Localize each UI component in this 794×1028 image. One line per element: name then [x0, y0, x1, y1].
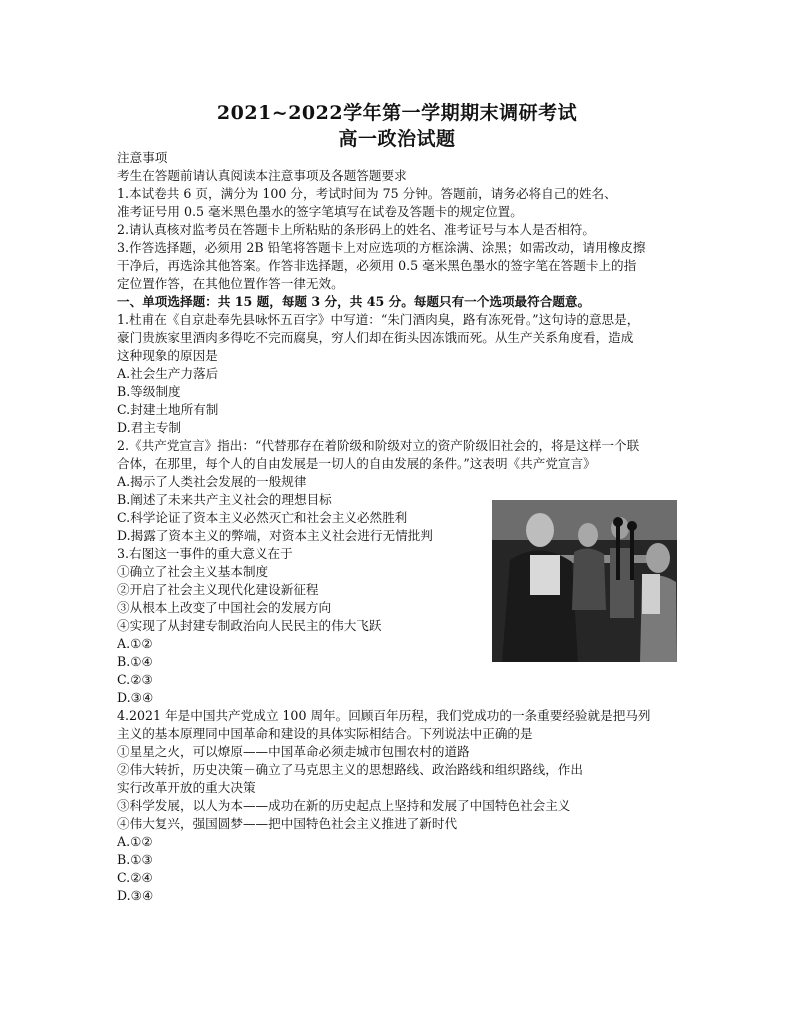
q2-option-d: D.揭露了资本主义的弊端，对资本主义社会进行无情批判: [117, 528, 433, 543]
q4-option-d: D.③④: [117, 888, 154, 903]
q4-item: ②伟大转折，历史决策－确立了马克思主义的思想路线、政治路线和组织路线，作出: [117, 762, 583, 777]
q1-option-b: B.等级制度: [117, 384, 181, 399]
q3-option-a: A.①②: [117, 636, 153, 651]
q4-option-b: B.①③: [117, 852, 153, 867]
q3-option-d: D.③④: [117, 690, 154, 705]
notice-line: 1.本试卷共 6 页，满分为 100 分，考试时间为 75 分钟。答题前，请务必将自己的姓名、: [117, 186, 617, 201]
q2-stem: 合体，在那里，每个人的自由发展是一切人的自由发展的条件。”这表明《共产党宣言》: [117, 456, 596, 471]
q1-option-c: C.封建土地所有制: [117, 402, 219, 417]
historical-photo: [492, 500, 677, 662]
q4-option-a: A.①②: [117, 834, 153, 849]
notice-heading: 注意事项: [117, 150, 168, 165]
q4-stem: 主义的基本原理同中国革命和建设的具体实际相结合。下列说法中正确的是: [117, 726, 533, 741]
q2-option-a: A.揭示了人类社会发展的一般规律: [117, 474, 307, 489]
q4-stem: 4.2021 年是中国共产党成立 100 周年。回顾百年历程，我们党成功的一条重要经验就是把马列: [117, 708, 651, 723]
q3-option-b: B.①④: [117, 654, 153, 669]
notice-line: 干净后，再选涂其他答案。作答非选择题，必须用 0.5 毫米黑色墨水的签字笔在答题卡上的指: [117, 258, 637, 273]
q3-item: ①确立了社会主义基本制度: [117, 564, 269, 579]
q1-stem: 豪门贵族家里酒肉多得吃不完而腐臭，穷人们却在街头因冻饿而死。从生产关系角度看，造成: [117, 330, 634, 345]
q3-item: ④实现了从封建专制政治向人民民主的伟大飞跃: [117, 618, 382, 633]
notice-line: 定位置作答，在其他位置作答一律无效。: [117, 276, 344, 291]
exam-subtitle: 高一政治试题: [338, 128, 456, 150]
notice-line: 考生在答题前请认真阅读本注意事项及各题答题要求: [117, 168, 407, 183]
q1-stem: 这种现象的原因是: [117, 348, 218, 363]
historical-photo-image: [492, 500, 677, 662]
q1-option-a: A.社会生产力落后: [117, 366, 219, 381]
q3-stem: 3.右图这一事件的重大意义在于: [117, 546, 293, 561]
q4-option-c: C.②④: [117, 870, 153, 885]
q1-option-d: D.君主专制: [117, 420, 182, 435]
notice-line: 3.作答选择题，必须用 2B 铅笔将答题卡上对应选项的方框涂满、涂黑；如需改动，请用橡皮擦: [117, 240, 646, 255]
q4-item: ①星星之火，可以燎原——中国革命必须走城市包围农村的道路: [117, 744, 470, 759]
notice-line: 2.请认真核对监考员在答题卡上所粘贴的条形码上的姓名、准考证号与本人是否相符。: [117, 222, 595, 237]
exam-title: 2021~2022学年第一学期期末调研考试: [216, 102, 578, 124]
q2-option-c: C.科学论证了资本主义必然灭亡和社会主义必然胜利: [117, 510, 408, 525]
q4-item: ④伟大复兴，强国圆梦——把中国特色社会主义推进了新时代: [117, 816, 458, 831]
q1-stem: 1.杜甫在《自京赴奉先县咏怀五百字》中写道：“朱门酒肉臭，路有冻死骨。”这句诗的意思是，: [117, 312, 640, 327]
q3-option-c: C.②③: [117, 672, 153, 687]
q2-stem: 2.《共产党宣言》指出：“代替那存在着阶级和阶级对立的资产阶级旧社会的，将是这样一个联: [117, 438, 640, 453]
q4-item: ③科学发展，以人为本——成功在新的历史起点上坚持和发展了中国特色社会主义: [117, 798, 571, 813]
section-heading: 一、单项选择题：共 15 题，每题 3 分，共 45 分。每题只有一个选项最符合题意。: [117, 294, 591, 309]
q4-item: 实行改革开放的重大决策: [117, 780, 256, 795]
q2-option-b: B.阐述了未来共产主义社会的理想目标: [117, 492, 332, 507]
q3-item: ②开启了社会主义现代化建设新征程: [117, 582, 319, 597]
notice-line: 准考证号用 0.5 毫米黑色墨水的签字笔填写在试卷及答题卡的规定位置。: [117, 204, 523, 219]
q3-item: ③从根本上改变了中国社会的发展方向: [117, 600, 332, 615]
